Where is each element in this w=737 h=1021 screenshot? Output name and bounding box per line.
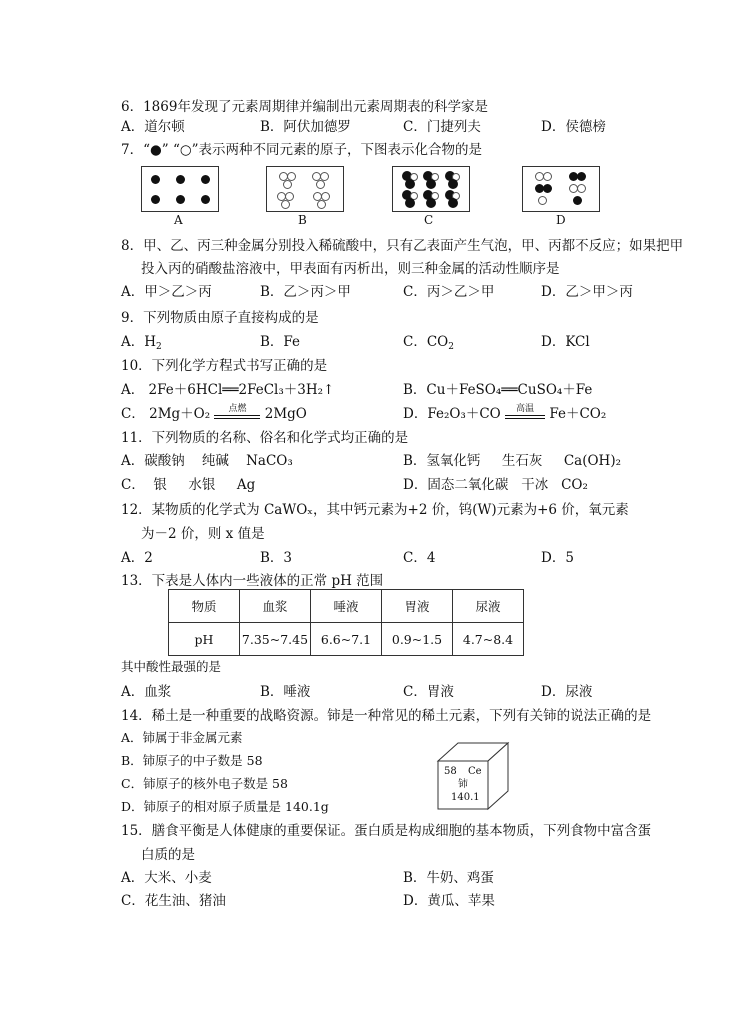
atom-black	[448, 198, 458, 208]
q13-option-a[interactable]: A．血浆	[121, 684, 172, 700]
table-header-cell: 物质	[169, 590, 240, 623]
q7-label-b: B	[298, 213, 307, 227]
q11-option-c[interactable]: C． 银 水银 Ag	[121, 477, 256, 493]
atom-black	[573, 196, 582, 205]
q10-stem: 10．下列化学方程式书写正确的是	[121, 358, 328, 374]
q9-option-a[interactable]	[121, 333, 162, 356]
q7-diagram-d[interactable]	[522, 166, 600, 212]
q11-option-a[interactable]: A．碳酸钠 纯碱 NaCO₃	[121, 453, 293, 469]
table-cell: 4.7~8.4	[453, 623, 524, 656]
q6-option-d[interactable]: D．侯德榜	[541, 119, 606, 135]
q9-stem: 9．下列物质由原子直接构成的是	[121, 310, 319, 326]
q10-d-products: Fe＋CO₂	[549, 406, 607, 422]
q10-d-arrow	[505, 405, 545, 423]
q15-option-c[interactable]: C．花生油、猪油	[121, 893, 226, 909]
ph-table	[168, 589, 524, 656]
q6-option-b[interactable]: B．阿伏加德罗	[260, 119, 351, 135]
q8-option-a[interactable]: A．甲＞乙＞丙	[121, 284, 212, 300]
q9-option-c-sub: 2	[448, 342, 454, 352]
q15-stem-1: 15．膳食平衡是人体健康的重要保证。蛋白质是构成细胞的基本物质，下列食物中富含蛋	[121, 823, 652, 839]
atom-black	[176, 175, 185, 184]
q13-option-d[interactable]: D．尿液	[541, 684, 593, 700]
q8-option-d[interactable]: D．乙＞甲＞丙	[541, 284, 633, 300]
q9-option-a-sub: 2	[156, 342, 162, 352]
table-header-cell: 胃液	[382, 590, 453, 623]
table-cell: 7.35~7.45	[240, 623, 311, 656]
q14-option-a[interactable]: A．铈属于非金属元素	[121, 730, 243, 745]
q10-option-d[interactable]	[403, 405, 606, 423]
atom-white	[543, 172, 552, 181]
q14-option-c[interactable]: C．铈原子的核外电子数是 58	[121, 776, 288, 791]
q8-option-b[interactable]: B．乙＞丙＞甲	[260, 284, 351, 300]
q9-option-d[interactable]: D．KCl	[541, 334, 590, 350]
q10-option-a[interactable]: A． 2Fe＋6HCl══2FeCl₃＋3H₂↑	[121, 382, 335, 398]
atom-black	[577, 172, 586, 181]
q13-stem: 13．下表是人体内一些液体的正常 pH 范围	[121, 573, 384, 589]
q8-stem-2: 投入丙的硝酸盐溶液中，甲表面有丙析出，则三种金属的活动性顺序是	[141, 261, 560, 277]
atom-black	[201, 195, 210, 204]
q13-option-b[interactable]: B．唾液	[260, 684, 311, 700]
cerium-atomic-number: 58	[444, 766, 457, 777]
q15-stem-2: 白质的是	[141, 847, 195, 863]
q9-option-a-text: A．H	[121, 334, 157, 350]
q6-stem: 6．1869年发现了元素周期律并编制出元素周期表的科学家是	[121, 99, 488, 115]
q7-stem: 7．“●” “○”表示两种不同元素的原子，下图表示化合物的是	[121, 142, 483, 158]
q15-option-a[interactable]: A．大米、小麦	[121, 870, 212, 886]
cerium-symbol: Ce	[468, 766, 482, 777]
q6-option-a[interactable]: A．道尔顿	[121, 119, 185, 135]
table-header-row	[169, 590, 524, 623]
table-header-cell: 血浆	[240, 590, 311, 623]
q14-option-d[interactable]: D．铈原子的相对原子质量是 140.1g	[121, 799, 329, 814]
q10-d-reactants: D．Fe₂O₃＋CO	[403, 406, 501, 422]
q14-option-b[interactable]: B．铈原子的中子数是 58	[121, 753, 263, 768]
q12-option-d[interactable]: D．5	[541, 550, 574, 566]
q12-stem-2: 为－2 价，则 x 值是	[141, 526, 265, 542]
atom-white	[281, 200, 290, 209]
q14-stem: 14．稀土是一种重要的战略资源。铈是一种常见的稀土元素，下列有关铈的说法正确的是	[121, 708, 652, 724]
atom-white	[577, 184, 586, 193]
atom-black	[448, 179, 458, 189]
cerium-atomic-mass: 140.1	[451, 792, 480, 803]
q11-option-b[interactable]: B．氢氧化钙 生石灰 Ca(OH)₂	[403, 453, 621, 469]
q9-option-c[interactable]	[403, 333, 454, 356]
q10-c-arrow	[214, 405, 260, 423]
q13-note: 其中酸性最强的是	[121, 659, 222, 674]
q15-option-b[interactable]: B．牛奶、鸡蛋	[403, 870, 494, 886]
q11-stem: 11．下列物质的名称、俗名和化学式均正确的是	[121, 430, 409, 446]
q7-diagram-a[interactable]	[141, 166, 219, 212]
q7-diagram-c[interactable]	[392, 166, 470, 212]
atom-black	[176, 195, 185, 204]
q10-option-c[interactable]	[121, 405, 307, 423]
q15-option-d[interactable]: D．黄瓜、苹果	[403, 893, 495, 909]
table-header-cell: 尿液	[453, 590, 524, 623]
q9-option-b[interactable]: B．Fe	[260, 334, 301, 350]
q7-label-c: C	[424, 213, 434, 227]
table-header-cell: 唾液	[311, 590, 382, 623]
q7-label-d: D	[556, 213, 566, 227]
atom-black	[543, 184, 552, 193]
atom-black	[426, 179, 436, 189]
atom-white	[317, 200, 326, 209]
table-cell: pH	[169, 623, 240, 656]
atom-white	[316, 180, 325, 189]
q12-option-a[interactable]: A．2	[121, 550, 153, 566]
q10-c-reactants: C． 2Mg＋O₂	[121, 406, 211, 422]
atom-white	[538, 196, 547, 205]
q8-option-c[interactable]: C．丙＞乙＞甲	[403, 284, 495, 300]
q10-c-products: 2MgO	[264, 406, 307, 422]
atom-black	[426, 198, 436, 208]
table-cell: 0.9~1.5	[382, 623, 453, 656]
atom-white	[283, 180, 292, 189]
q12-option-b[interactable]: B．3	[260, 550, 293, 566]
q6-option-c[interactable]: C．门捷列夫	[403, 119, 481, 135]
table-row	[169, 623, 524, 656]
table-cell: 6.6~7.1	[311, 623, 382, 656]
q12-stem-1: 12．某物质的化学式为 CaWOₓ，其中钙元素为+2 价，钨(W)元素为+6 价，氧元素	[121, 502, 629, 518]
cerium-name: 铈	[458, 779, 468, 790]
q7-diagram-b[interactable]	[266, 166, 344, 212]
atom-black	[151, 195, 160, 204]
q12-option-c[interactable]: C．4	[403, 550, 436, 566]
atom-black	[405, 198, 415, 208]
q8-stem-1: 8．甲、乙、丙三种金属分别投入稀硫酸中，只有乙表面产生气泡，甲、丙都不反应；如果把甲	[121, 238, 684, 254]
q10-c-condition: 点燃	[228, 404, 247, 414]
q7-label-a: A	[174, 213, 183, 227]
atom-black	[201, 175, 210, 184]
q11-option-d[interactable]: D．固态二氧化碳 干冰 CO₂	[403, 477, 588, 493]
q10-option-b[interactable]: B．Cu＋FeSO₄══CuSO₄＋Fe	[403, 382, 593, 398]
atom-black	[405, 179, 415, 189]
q10-d-condition: 高温	[516, 404, 535, 414]
q9-option-c-text: C．CO	[403, 334, 449, 350]
q13-option-c[interactable]: C．胃液	[403, 684, 454, 700]
atom-black	[151, 175, 160, 184]
